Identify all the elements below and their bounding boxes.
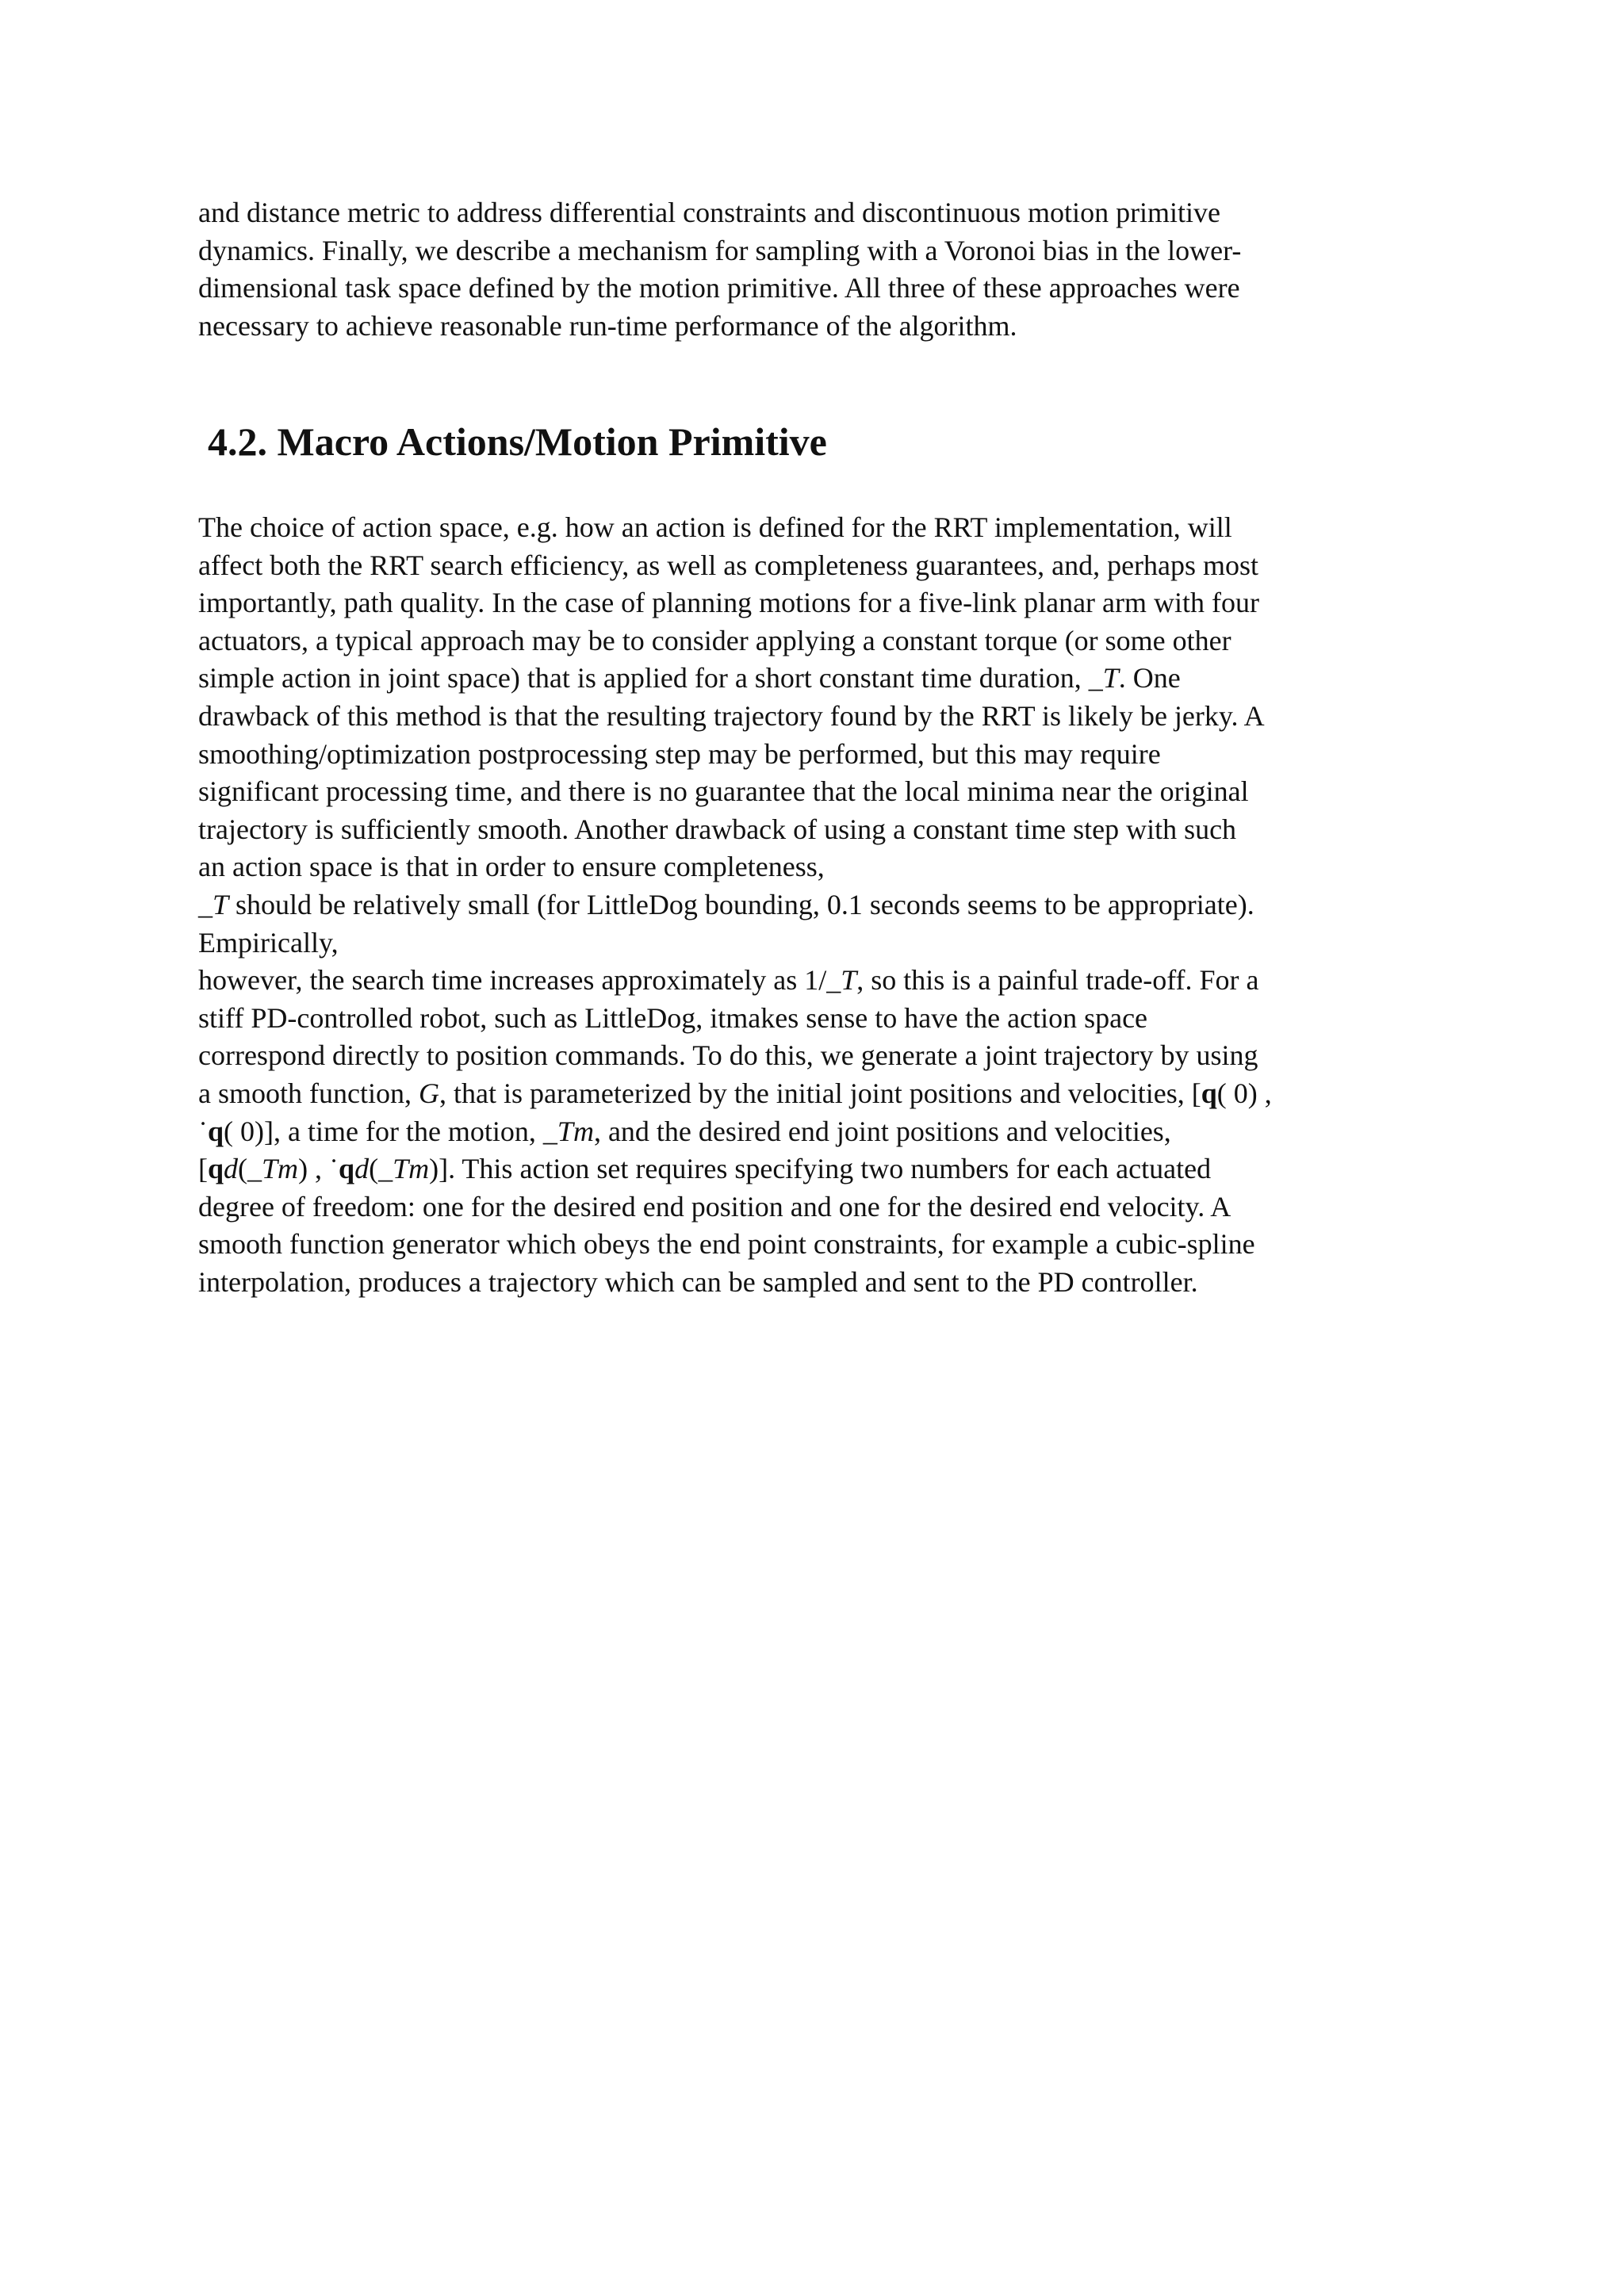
text-line: smooth function generator which obeys the end point constraints, for example a cubic-spline xyxy=(198,1228,1255,1261)
text-line xyxy=(198,962,1443,1000)
text-line: Empirically, xyxy=(198,926,339,959)
text-line xyxy=(198,1075,1443,1113)
text-line: dimensional task space defined by the motion primitive. All three of these approaches were xyxy=(198,272,1240,304)
text-line: trajectory is sufficiently smooth. Another drawback of using a constant time step with such xyxy=(198,813,1237,845)
text-segment: , that is parameterized by the initial joint positions and velocities, [ xyxy=(439,1077,1201,1109)
math-symbol: G xyxy=(418,1077,439,1109)
text-segment: , and the desired end joint positions and velocities, xyxy=(593,1115,1171,1147)
math-symbol: q xyxy=(1201,1077,1217,1109)
text-line: significant processing time, and there is no guarantee that the local minima near the original xyxy=(198,775,1249,808)
text-line xyxy=(198,660,1443,698)
text-line: an action space is that in order to ensure completeness, xyxy=(198,851,825,883)
math-symbol: _Tm xyxy=(378,1153,430,1185)
text-segment: however, the search time increases approximately as 1/ xyxy=(198,964,827,997)
text-line: and distance metric to address differential constraints and discontinuous motion primitive xyxy=(198,197,1221,228)
text-segment: should be relatively small (for LittleDog bounding, 0.1 seconds seems to be appropriate). xyxy=(228,888,1254,920)
math-symbol: _T xyxy=(1088,662,1119,695)
text-segment: , so this is a painful trade-off. For a xyxy=(856,964,1259,997)
math-symbol: _Tm xyxy=(247,1153,299,1185)
math-symbol: d xyxy=(224,1153,239,1185)
text-segment: simple action in joint space) that is applied for a short constant time duration, xyxy=(198,662,1089,695)
text-line: interpolation, produces a trajectory which can be sampled and sent to the PD controller. xyxy=(198,1265,1198,1298)
math-symbol: _T xyxy=(826,964,857,997)
math-symbol: _Tm xyxy=(542,1115,594,1147)
text-line: correspond directly to position commands. To do this, we generate a joint trajectory by using xyxy=(198,1039,1258,1072)
body-paragraph xyxy=(198,509,1443,1301)
math-symbol: q xyxy=(339,1153,355,1185)
text-segment: [ xyxy=(198,1153,208,1185)
text-line: importantly, path quality. In the case of planning motions for a five-link planar arm with four xyxy=(198,587,1259,619)
text-line: necessary to achieve reasonable run-time performance of the algorithm. xyxy=(198,309,1017,342)
text-line xyxy=(198,1113,1443,1151)
text-line: dynamics. Finally, we describe a mechanism for sampling with a Voronoi bias in the lower- xyxy=(198,234,1242,266)
text-segment: ( 0)], a time for the motion, xyxy=(224,1115,543,1147)
text-line xyxy=(198,886,1443,924)
text-line: The choice of action space, e.g. how an action is defined for the RRT implementation, will xyxy=(198,511,1232,543)
text-line: stiff PD-controlled robot, such as LittleDog, itmakes sense to have the action space xyxy=(198,1001,1148,1034)
text-line: actuators, a typical approach may be to consider applying a constant torque (or some other xyxy=(198,624,1231,656)
section-heading: 4.2. Macro Actions/Motion Primitive xyxy=(208,419,827,464)
text-line: affect both the RRT search efficiency, as well as completeness guarantees, and, perhaps most xyxy=(198,549,1259,581)
math-symbol: q xyxy=(208,1115,224,1147)
text-line: smoothing/optimization postprocessing step may be performed, but this may require xyxy=(198,737,1161,770)
text-segment: ( xyxy=(238,1153,248,1185)
intro-paragraph xyxy=(198,194,1443,345)
text-line: degree of freedom: one for the desired end position and one for the desired end velocity. A xyxy=(198,1190,1231,1223)
text-line: drawback of this method is that the resulting trajectory found by the RRT is likely be jerky. A xyxy=(198,699,1265,732)
text-segment: )]. This action set requires specifying two numbers for each actuated xyxy=(429,1153,1212,1185)
text-segment: a smooth function, xyxy=(198,1077,419,1109)
text-line xyxy=(198,1150,1443,1188)
math-symbol: d xyxy=(354,1153,370,1185)
text-segment: . One xyxy=(1118,662,1181,695)
text-segment: ( 0) , xyxy=(1216,1077,1272,1109)
math-symbol: q xyxy=(208,1153,224,1185)
text-segment: ( xyxy=(369,1153,379,1185)
math-symbol: _T xyxy=(198,888,229,920)
text-segment: ˙ xyxy=(198,1115,208,1147)
text-segment: ) , ˙ xyxy=(298,1153,339,1185)
